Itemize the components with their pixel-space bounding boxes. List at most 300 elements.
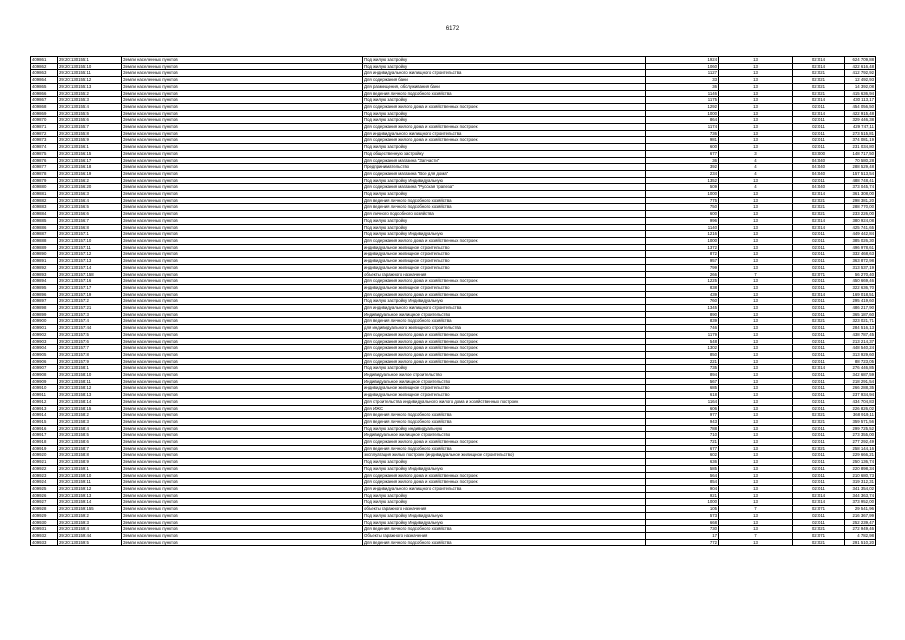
cadastral-value-cell: 266 288,35 <box>845 385 876 392</box>
cadastral-number-cell: 29:20:130158:6 <box>58 439 122 446</box>
table-row <box>31 224 876 231</box>
cadastral-value-cell: 486 217,90 <box>845 305 876 312</box>
zone-code-cell: 02:014 <box>793 365 845 372</box>
row-number-cell: 409877 <box>31 164 58 171</box>
group-code-cell: 7 <box>719 506 793 513</box>
table-row <box>31 117 876 124</box>
land-category-cell: Земли населенных пунктов <box>122 378 363 385</box>
cadastral-number-cell: 29:20:130155:8 <box>58 130 122 137</box>
cadastral-number-cell: 29:20:130159:3 <box>58 519 122 526</box>
zone-code-cell: 02:014 <box>793 217 845 224</box>
zone-code-cell: 02:011 <box>793 405 845 412</box>
table-row <box>31 70 876 77</box>
cadastral-number-cell: 29:20:130157:14 <box>58 264 122 271</box>
land-category-cell: Земли населенных пунктов <box>122 291 363 298</box>
group-code-cell: 13 <box>719 117 793 124</box>
permitted-use-cell: Для ведения личного подсобного хозяйства <box>363 526 646 533</box>
cadastral-value-cell: 373 045,74 <box>845 184 876 191</box>
row-number-cell: 409930 <box>31 519 58 526</box>
area-cell: 618 <box>646 392 719 399</box>
cadastral-value-cell: 277 292,49 <box>845 439 876 446</box>
cadastral-number-cell: 29:20:130158:5 <box>58 432 122 439</box>
land-category-cell: Земли населенных пунктов <box>122 318 363 325</box>
row-number-cell: 409904 <box>31 345 58 352</box>
area-cell: 864 <box>646 117 719 124</box>
table-row <box>31 331 876 338</box>
table-row <box>31 472 876 479</box>
group-code-cell: 13 <box>719 358 793 365</box>
area-cell: 1000 <box>646 237 719 244</box>
permitted-use-cell: Под жилую застройку Индивидуальную <box>363 519 646 526</box>
permitted-use-cell: Для содержания жилого дома и хозяйственных построек <box>363 472 646 479</box>
land-category-cell: Земли населенных пунктов <box>122 392 363 399</box>
permitted-use-cell: Предпринимательство <box>363 164 646 171</box>
zone-code-cell: 02:011 <box>793 465 845 472</box>
land-category-cell: Земли населенных пунктов <box>122 519 363 526</box>
group-code-cell: 13 <box>719 405 793 412</box>
group-code-cell: 13 <box>719 204 793 211</box>
row-number-cell: 409870 <box>31 117 58 124</box>
row-number-cell: 409861 <box>31 57 58 64</box>
area-cell: 977 <box>646 412 719 419</box>
cadastral-number-cell: 29:20:130155:4 <box>58 103 122 110</box>
row-number-cell: 409882 <box>31 197 58 204</box>
group-code-cell: 13 <box>719 90 793 97</box>
table-row <box>31 197 876 204</box>
row-number-cell: 409912 <box>31 398 58 405</box>
cadastral-value-cell: 298 381,20 <box>845 197 876 204</box>
cadastral-number-cell: 29:20:130158:12 <box>58 385 122 392</box>
zone-code-cell: 02:011 <box>793 298 845 305</box>
area-cell: 1164 <box>646 398 719 405</box>
cadastral-number-cell: 29:20:130157:11 <box>58 244 122 251</box>
table-row <box>31 378 876 385</box>
cadastral-number-cell: 29:20:130158:2 <box>58 412 122 419</box>
permitted-use-cell: Для ведения личного подсобного хозяйства <box>363 539 646 546</box>
zone-code-cell: 02:021 <box>793 70 845 77</box>
land-category-cell: Земли населенных пунктов <box>122 412 363 419</box>
cadastral-value-cell: 220 898,34 <box>845 465 876 472</box>
row-number-cell: 409902 <box>31 331 58 338</box>
cadastral-value-cell: 272 949,46 <box>845 526 876 533</box>
cadastral-number-cell: 29:20:130156:20 <box>58 184 122 191</box>
cadastral-value-cell: 454 056,50 <box>845 103 876 110</box>
row-number-cell: 409866 <box>31 90 58 97</box>
cadastral-value-cell: 322 636,70 <box>845 284 876 291</box>
area-cell: 799 <box>646 264 719 271</box>
cadastral-number-cell: 29:20:130156:6 <box>58 211 122 218</box>
zone-code-cell: 02:011 <box>793 459 845 466</box>
permitted-use-cell: Для строительства индивидуального жилого дома и хозяйственных построек <box>363 398 646 405</box>
zone-code-cell: 02:011 <box>793 372 845 379</box>
zone-code-cell: 02:011 <box>793 519 845 526</box>
cadastral-value-cell: 288 529,48 <box>845 164 876 171</box>
cadastral-value-cell: 342 687,59 <box>845 372 876 379</box>
group-code-cell: 13 <box>719 418 793 425</box>
land-category-cell: Земли населенных пунктов <box>122 110 363 117</box>
area-cell: 564 <box>646 472 719 479</box>
group-code-cell: 7 <box>719 271 793 278</box>
zone-code-cell: 02:011 <box>793 251 845 258</box>
table-row <box>31 170 876 177</box>
land-category-cell: Земли населенных пунктов <box>122 184 363 191</box>
cadastral-number-cell: 29:20:130156:8 <box>58 224 122 231</box>
cadastral-value-cell: 273 515,81 <box>845 130 876 137</box>
zone-code-cell: 03:000 <box>793 150 845 157</box>
row-number-cell: 409925 <box>31 486 58 493</box>
zone-code-cell: 02:011 <box>793 392 845 399</box>
table-row <box>31 365 876 372</box>
group-code-cell: 13 <box>719 338 793 345</box>
row-number-cell: 409919 <box>31 445 58 452</box>
permitted-use-cell: Для содержания жилого дома и хозяйственных построек <box>363 278 646 285</box>
group-code-cell: 13 <box>719 432 793 439</box>
table-row <box>31 479 876 486</box>
area-cell: 509 <box>646 184 719 191</box>
row-number-cell: 409890 <box>31 251 58 258</box>
cadastral-number-cell: 29:20:130157:6 <box>58 338 122 345</box>
permitted-use-cell: Для содержания жилого дома и хозяйственных построек <box>363 331 646 338</box>
table-row <box>31 372 876 379</box>
cadastral-number-cell: 29:20:130158:1 <box>58 365 122 372</box>
row-number-cell: 409907 <box>31 365 58 372</box>
table-row <box>31 83 876 90</box>
permitted-use-cell: индивидуальное жилищное строительство <box>363 258 646 265</box>
group-code-cell: 13 <box>719 264 793 271</box>
permitted-use-cell: Под жилую застройку <box>363 144 646 151</box>
row-number-cell: 409881 <box>31 191 58 198</box>
group-code-cell: 13 <box>719 251 793 258</box>
land-category-cell: Земли населенных пунктов <box>122 103 363 110</box>
permitted-use-cell: Для содержания жилого дома и хозяйственных построек <box>363 345 646 352</box>
permitted-use-cell: Для ведения личного подсобного хозяйства <box>363 318 646 325</box>
table-row <box>31 177 876 184</box>
zone-code-cell: 02:011 <box>793 358 845 365</box>
table-row <box>31 184 876 191</box>
group-code-cell: 7 <box>719 532 793 539</box>
table-row <box>31 137 876 144</box>
group-code-cell: 4 <box>719 184 793 191</box>
zone-code-cell: 02:011 <box>793 130 845 137</box>
area-cell: 266 <box>646 271 719 278</box>
permitted-use-cell: Для личного подсобного хозяйства <box>363 211 646 218</box>
land-category-cell: Земли населенных пунктов <box>122 237 363 244</box>
land-category-cell: Земли населенных пунктов <box>122 425 363 432</box>
group-code-cell: 13 <box>719 137 793 144</box>
land-category-cell: Земли населенных пунктов <box>122 539 363 546</box>
group-code-cell: 13 <box>719 512 793 519</box>
cadastral-value-cell: 14 392,08 <box>845 83 876 90</box>
permitted-use-cell: Под жилую застройку <box>363 217 646 224</box>
row-number-cell: 409913 <box>31 405 58 412</box>
cadastral-number-cell: 29:20:130157:2 <box>58 298 122 305</box>
cadastral-value-cell: 252 239,47 <box>845 519 876 526</box>
permitted-use-cell: Для ведения личного подсобного хозяйства <box>363 412 646 419</box>
cadastral-number-cell: 29:20:130158:8 <box>58 452 122 459</box>
cadastral-number-cell: 29:20:130155:13 <box>58 83 122 90</box>
permitted-use-cell: Под жилую застройку Индивидуальную <box>363 512 646 519</box>
table-row <box>31 291 876 298</box>
cadastral-value-cell: 299 725,52 <box>845 425 876 432</box>
land-category-cell: Земли населенных пунктов <box>122 465 363 472</box>
cadastral-number-cell: 29:20:130159:2 <box>58 512 122 519</box>
cadastral-number-cell: 29:20:130159:44 <box>58 532 122 539</box>
group-code-cell: 13 <box>719 318 793 325</box>
cadastral-number-cell: 29:20:130156:2 <box>58 177 122 184</box>
group-code-cell: 13 <box>719 124 793 131</box>
land-category-cell: Земли населенных пунктов <box>122 117 363 124</box>
permitted-use-cell: Для ведения личного подсобного хозяйства <box>363 418 646 425</box>
cadastral-value-cell: 12 492,93 <box>845 77 876 84</box>
cadastral-value-cell: 323 021,71 <box>845 318 876 325</box>
permitted-use-cell: Под жилую застройку Индивидуальную <box>363 231 646 238</box>
cadastral-value-cell: 216 367,99 <box>845 512 876 519</box>
permitted-use-cell: эксплуатация жилых построек (индивидуальное жилищное строительство) <box>363 452 646 459</box>
table-row <box>31 244 876 251</box>
cadastral-value-cell: 218 291,54 <box>845 378 876 385</box>
area-cell: 677 <box>646 150 719 157</box>
table-row <box>31 338 876 345</box>
zone-code-cell: 02:021 <box>793 197 845 204</box>
permitted-use-cell: Под жилую застройку <box>363 63 646 70</box>
zone-code-cell: 02:014 <box>793 191 845 198</box>
group-code-cell: 13 <box>719 278 793 285</box>
land-category-cell: Земли населенных пунктов <box>122 452 363 459</box>
cadastral-number-cell: 29:20:130156:7 <box>58 217 122 224</box>
cadastral-number-cell: 29:20:130157:158 <box>58 271 122 278</box>
permitted-use-cell: Под жилую застройку Индивидуальную <box>363 298 646 305</box>
area-cell: 1372 <box>646 244 719 251</box>
zone-code-cell: 02:011 <box>793 284 845 291</box>
group-code-cell: 13 <box>719 385 793 392</box>
cadastral-value-cell: 288 770,00 <box>845 204 876 211</box>
land-category-cell: Земли населенных пунктов <box>122 63 363 70</box>
row-number-cell: 409869 <box>31 110 58 117</box>
cadastral-value-cell: 29 541,96 <box>845 506 876 513</box>
permitted-use-cell: Индивидуальное жилищное строительство <box>363 432 646 439</box>
table-row <box>31 539 876 546</box>
land-category-cell: Земли населенных пунктов <box>122 70 363 77</box>
area-cell: 221 <box>646 358 719 365</box>
group-code-cell: 13 <box>719 284 793 291</box>
cadastral-value-cell: 448 540,24 <box>845 345 876 352</box>
zone-code-cell: 02:021 <box>793 526 845 533</box>
cadastral-value-cell: 329 446,38 <box>845 117 876 124</box>
row-number-cell: 409923 <box>31 472 58 479</box>
zone-code-cell: 02:011 <box>793 137 845 144</box>
cadastral-value-cell: 429 747,11 <box>845 124 876 131</box>
permitted-use-cell: Индивидуальное жилищное строительство <box>363 378 646 385</box>
row-number-cell: 409916 <box>31 425 58 432</box>
permitted-use-cell: Для содержания жилого дома и хозяйственных построек <box>363 351 646 358</box>
area-cell: 890 <box>646 311 719 318</box>
cadastral-number-cell: 29:20:130157:5 <box>58 331 122 338</box>
zone-code-cell: 02:011 <box>793 244 845 251</box>
row-number-cell: 409927 <box>31 499 58 506</box>
zone-code-cell: 02:011 <box>793 231 845 238</box>
land-category-cell: Земли населенных пунктов <box>122 211 363 218</box>
permitted-use-cell: Для содержания жилого дома и хозяйственных построек <box>363 291 646 298</box>
cadastral-value-cell: 450 669,46 <box>845 278 876 285</box>
area-cell: 772 <box>646 539 719 546</box>
cadastral-value-cell: 344 363,74 <box>845 492 876 499</box>
permitted-use-cell: Для ведения личного подсобного хозяйства <box>363 197 646 204</box>
area-cell: 872 <box>646 251 719 258</box>
zone-code-cell: 02:021 <box>793 412 845 419</box>
cadastral-value-cell: 415 636,94 <box>845 90 876 97</box>
table-row <box>31 465 876 472</box>
land-category-cell: Земли населенных пунктов <box>122 150 363 157</box>
cadastral-number-cell: 29:20:130158:10 <box>58 372 122 379</box>
cadastral-value-cell: 363 872,98 <box>845 258 876 265</box>
land-category-cell: Земли населенных пунктов <box>122 439 363 446</box>
table-row <box>31 110 876 117</box>
group-code-cell: 13 <box>719 291 793 298</box>
land-category-cell: Земли населенных пунктов <box>122 385 363 392</box>
land-category-cell: Земли населенных пунктов <box>122 231 363 238</box>
row-number-cell: 409898 <box>31 305 58 312</box>
area-cell: 567 <box>646 378 719 385</box>
row-number-cell: 409874 <box>31 144 58 151</box>
cadastral-value-cell: 380 924,08 <box>845 217 876 224</box>
area-cell: 1225 <box>646 278 719 285</box>
area-cell: 1060 <box>646 63 719 70</box>
row-number-cell: 409863 <box>31 70 58 77</box>
cadastral-number-cell: 29:20:130156:18 <box>58 164 122 171</box>
cadastral-value-cell: 226 826,02 <box>845 405 876 412</box>
zone-code-cell: 02:014 <box>793 110 845 117</box>
permitted-use-cell: Под жилую застройку <box>363 191 646 198</box>
cadastral-number-cell: 29:20:130156:4 <box>58 197 122 204</box>
zone-code-cell: 02:021 <box>793 418 845 425</box>
table-row <box>31 130 876 137</box>
cadastral-value-cell: 169 018,51 <box>845 291 876 298</box>
land-category-cell: Земли населенных пунктов <box>122 144 363 151</box>
area-cell: 721 <box>646 439 719 446</box>
area-cell: 234 <box>646 170 719 177</box>
land-category-cell: Земли населенных пунктов <box>122 204 363 211</box>
zone-code-cell: 02:021 <box>793 83 845 90</box>
permitted-use-cell: Для содержания магазина "Русская трапеза" <box>363 184 646 191</box>
row-number-cell: 409865 <box>31 83 58 90</box>
cadastral-number-cell: 29:20:130155:1 <box>58 57 122 64</box>
area-cell: 685 <box>646 385 719 392</box>
cadastral-number-cell: 29:20:130159:12 <box>58 486 122 493</box>
permitted-use-cell: Для содержания жилого дома и хозяйственных построек <box>363 103 646 110</box>
land-category-cell: Земли населенных пунктов <box>122 251 363 258</box>
land-category-cell: Земли населенных пунктов <box>122 57 363 64</box>
cadastral-value-cell: 56 270,40 <box>845 271 876 278</box>
group-code-cell: 13 <box>719 499 793 506</box>
table-row <box>31 144 876 151</box>
cadastral-value-cell: 434 704,83 <box>845 398 876 405</box>
row-number-cell: 409901 <box>31 325 58 332</box>
table-row <box>31 418 876 425</box>
table-row <box>31 258 876 265</box>
land-category-cell: Земли населенных пунктов <box>122 258 363 265</box>
cadastral-number-cell: 29:20:130159:14 <box>58 499 122 506</box>
table-row <box>31 439 876 446</box>
row-number-cell: 409888 <box>31 237 58 244</box>
group-code-cell: 13 <box>719 331 793 338</box>
group-code-cell: 13 <box>719 63 793 70</box>
area-cell: 36 <box>646 157 719 164</box>
area-cell: 600 <box>646 211 719 218</box>
row-number-cell: 409871 <box>31 124 58 131</box>
table-row <box>31 97 876 104</box>
row-number-cell: 409917 <box>31 432 58 439</box>
permitted-use-cell: Для ведения личного подсобного хозяйства <box>363 445 646 452</box>
group-code-cell: 13 <box>719 526 793 533</box>
cadastral-number-cell: 29:20:130156:5 <box>58 204 122 211</box>
table-row <box>31 63 876 70</box>
table-row <box>31 77 876 84</box>
group-code-cell: 4 <box>719 170 793 177</box>
zone-code-cell: 02:011 <box>793 351 845 358</box>
area-cell: 602 <box>646 452 719 459</box>
table-row <box>31 345 876 352</box>
table-row <box>31 305 876 312</box>
cadastral-number-cell: 29:20:130159:4 <box>58 526 122 533</box>
group-code-cell: 13 <box>719 452 793 459</box>
table-row <box>31 284 876 291</box>
cadastral-number-cell: 29:20:130158:14 <box>58 398 122 405</box>
table-row <box>31 405 876 412</box>
cadastral-value-cell: 385 026,30 <box>845 237 876 244</box>
page-number: 6172 <box>445 26 460 32</box>
area-cell: 1216 <box>646 231 719 238</box>
row-number-cell: 409868 <box>31 103 58 110</box>
group-code-cell: 13 <box>719 412 793 419</box>
cadastral-value-cell: 237 934,94 <box>845 392 876 399</box>
group-code-cell: 13 <box>719 392 793 399</box>
area-cell: 760 <box>646 298 719 305</box>
area-cell: 904 <box>646 486 719 493</box>
land-category-cell: Земли населенных пунктов <box>122 398 363 405</box>
zone-code-cell: 02:011 <box>793 117 845 124</box>
permitted-use-cell: Под жилую застройку <box>363 499 646 506</box>
cadastral-value-cell: 373 952,00 <box>845 499 876 506</box>
row-number-cell: 409883 <box>31 204 58 211</box>
permitted-use-cell: Для ведения личного подсобного хозяйства <box>363 90 646 97</box>
zone-code-cell: 02:021 <box>793 90 845 97</box>
land-category-cell: Земли населенных пунктов <box>122 278 363 285</box>
area-cell: 996 <box>646 217 719 224</box>
land-category-cell: Земли населенных пунктов <box>122 526 363 533</box>
zone-code-cell: 02:011 <box>793 452 845 459</box>
zone-code-cell: 02:014 <box>793 224 845 231</box>
cadastral-number-cell: 29:20:130157:21 <box>58 305 122 312</box>
group-code-cell: 13 <box>719 372 793 379</box>
cadastral-number-cell: 29:20:130155:5 <box>58 110 122 117</box>
land-category-cell: Земли населенных пунктов <box>122 479 363 486</box>
group-code-cell: 13 <box>719 103 793 110</box>
table-row <box>31 318 876 325</box>
zone-code-cell: 02:014 <box>793 63 845 70</box>
row-number-cell: 409885 <box>31 217 58 224</box>
group-code-cell: 13 <box>719 97 793 104</box>
row-number-cell: 409879 <box>31 177 58 184</box>
group-code-cell: 13 <box>719 311 793 318</box>
cadastral-value-cell: 231 034,80 <box>845 144 876 151</box>
cadastral-value-cell: 210 680,73 <box>845 472 876 479</box>
area-cell: 1127 <box>646 70 719 77</box>
table-row <box>31 492 876 499</box>
zone-code-cell: 02:011 <box>793 486 845 493</box>
area-cell: 677 <box>646 445 719 452</box>
row-number-cell: 409887 <box>31 231 58 238</box>
table-row <box>31 217 876 224</box>
